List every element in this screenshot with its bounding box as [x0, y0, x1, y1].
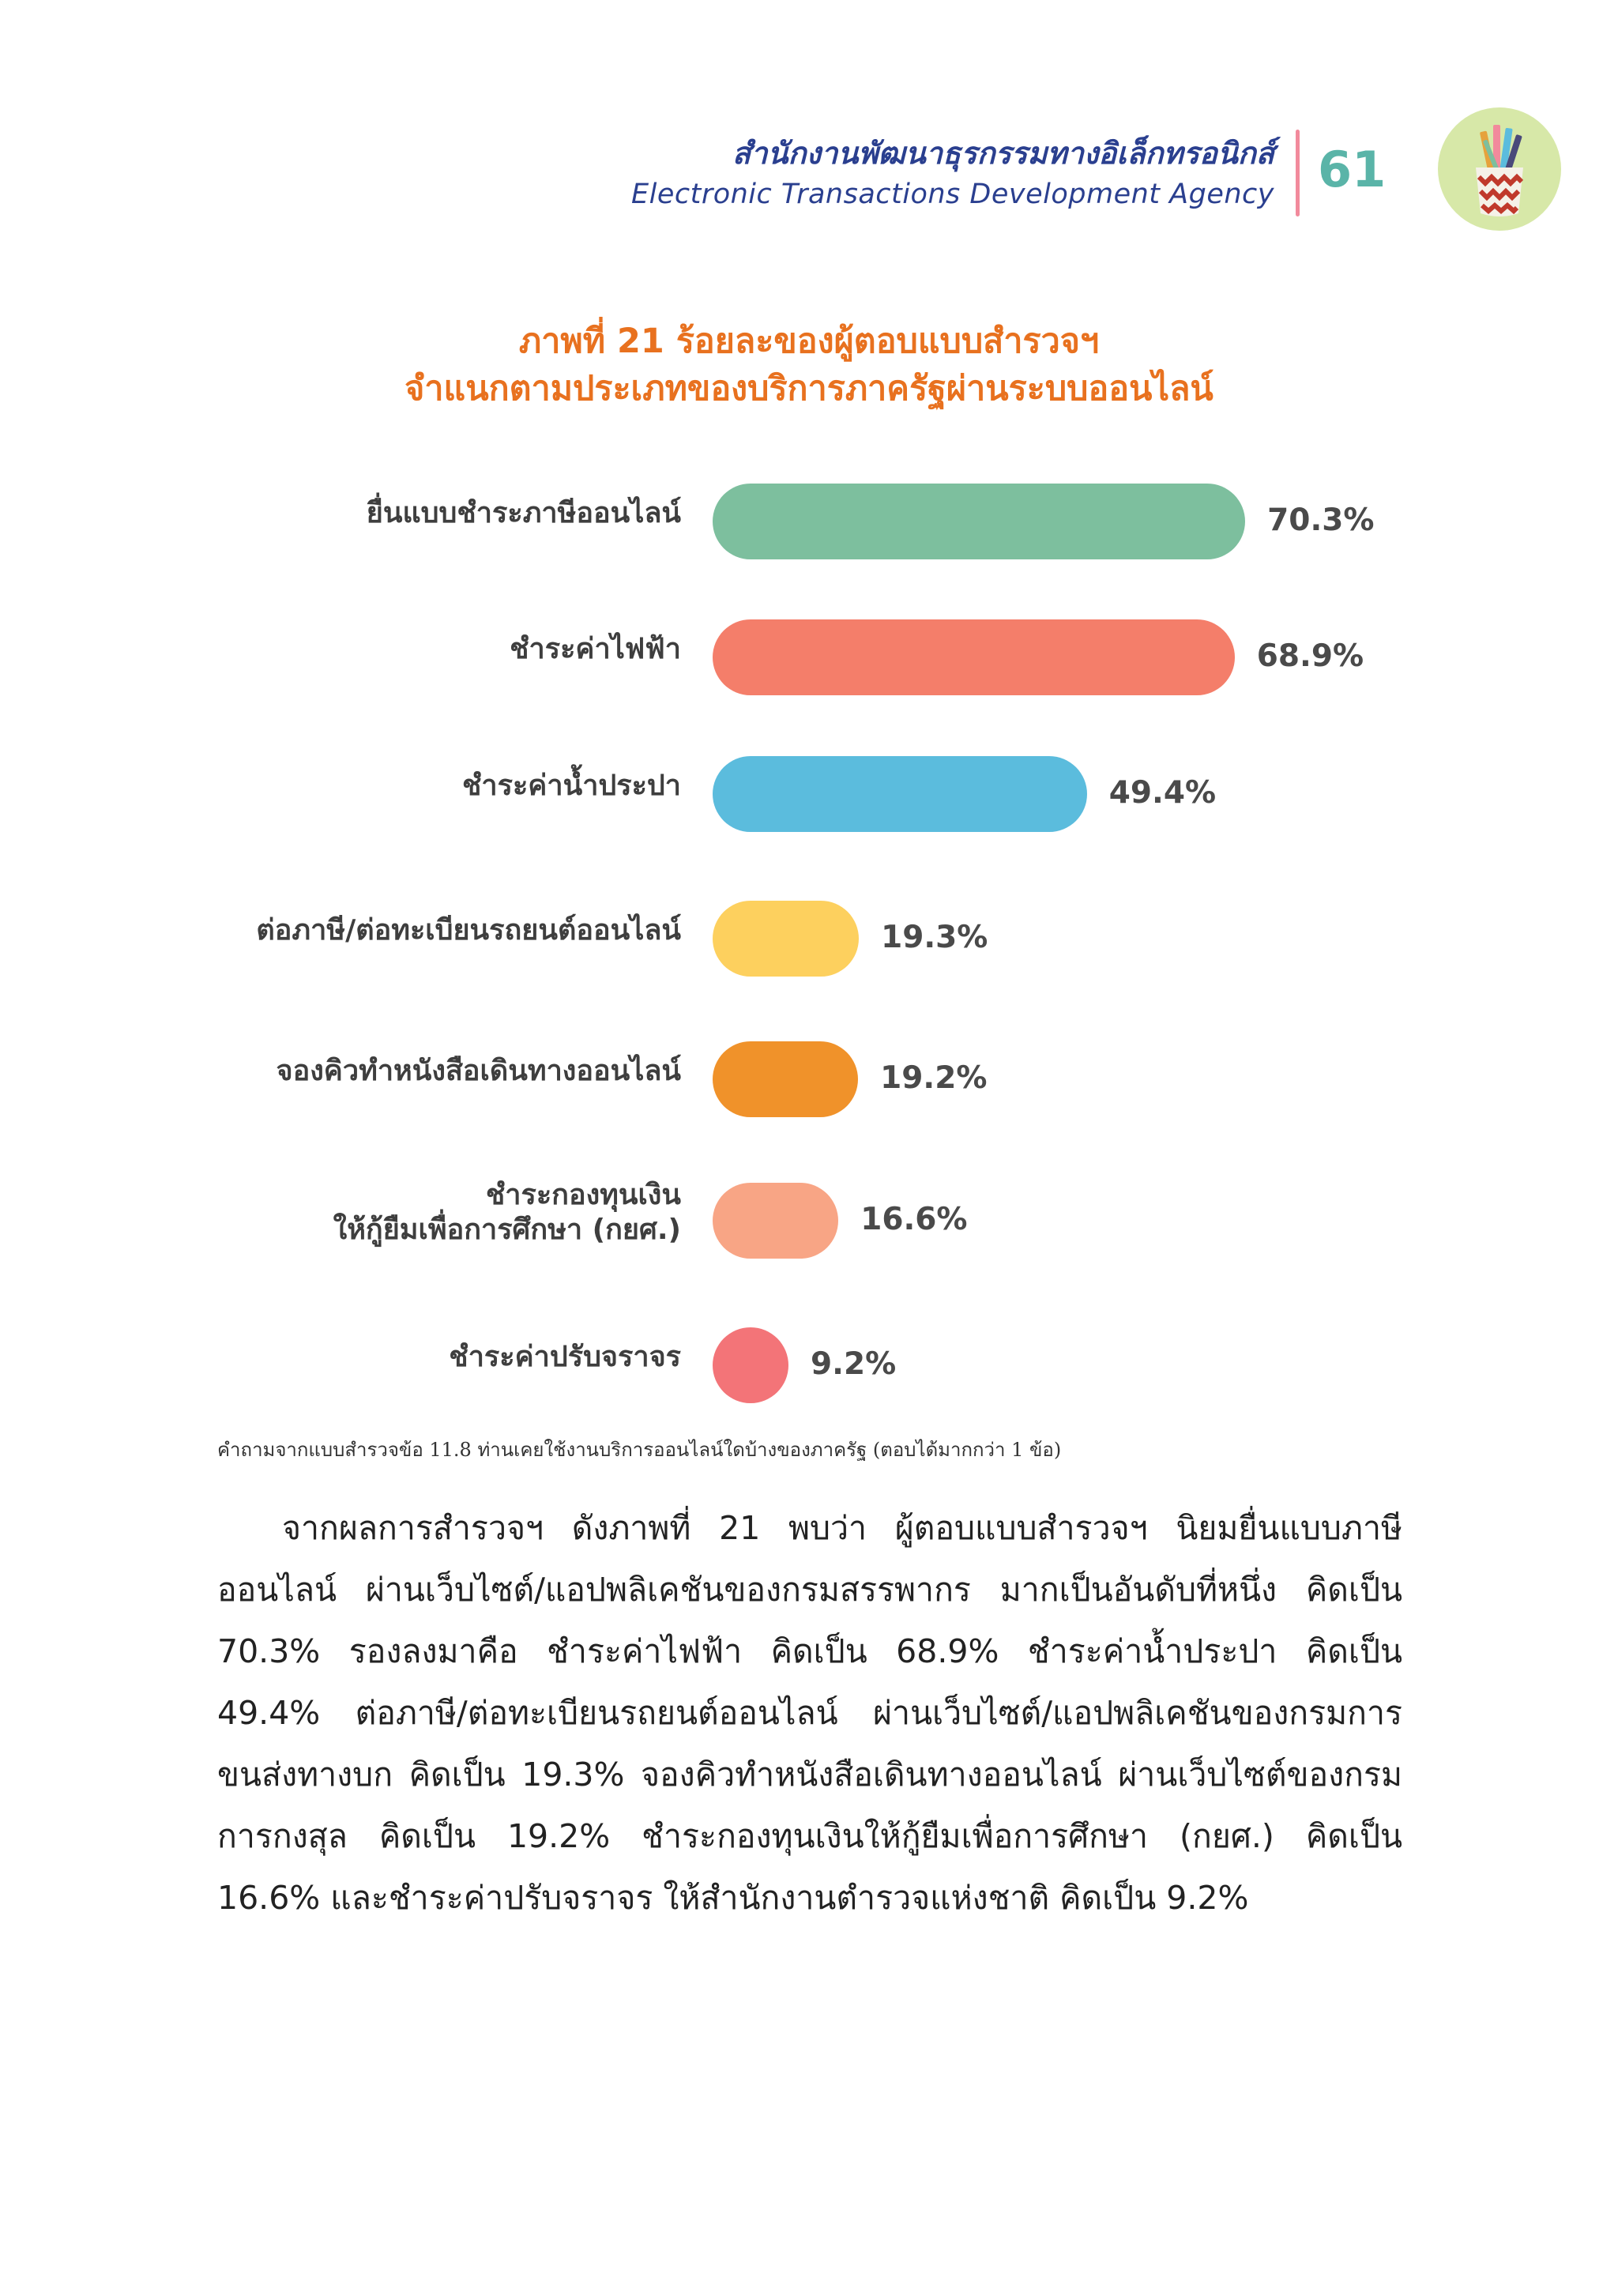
agency-name-english: Electronic Transactions Development Agency: [630, 179, 1274, 210]
body-paragraph: จากผลการสำรวจฯ ดังภาพที่ 21 พบว่า ผู้ตอบแบบสำรวจฯ นิยมยื่นแบบภาษีออนไลน์ ผ่านเว็บไซต์/แอปพลิเคชันของกรมสรรพากร มากเป็นอันดับที่หนึ่ง คิดเป็น 70.3% รองลงมาคือ ชำระค่าไฟฟ้า คิดเป็น 68.9% ชำระค่าน้ำประปา คิดเป็น 49.4% ต่อภาษี/ต่อทะเบียนรถยนต์ออนไลน์ ผ่านเว็บไซต์/แอปพลิเคชันของกรมการขนส่งทางบก คิดเป็น 19.3% จองคิวทำหนังสือเดินทางออนไลน์ ผ่านเว็บไซต์ของกรมการกงสุล คิดเป็น 19.2% ชำระกองทุนเงินให้กู้ยืมเพื่อการศึกษา (กยศ.) คิดเป็น 16.6% และชำระค่าปรับจราจร ให้สำนักงานตำรวจแห่งชาติ คิดเป็น 9.2%: [217, 1509, 1402, 1917]
value-label: 19.2%: [880, 1060, 988, 1096]
agency-name: [631, 133, 1274, 215]
category-label: จองคิวทำหนังสือเดินทางออนไลน์: [276, 1055, 681, 1087]
chart-title: [0, 318, 1618, 412]
value-label: 16.6%: [860, 1202, 968, 1237]
category-label: ต่อภาษี/ต่อทะเบียนรถยนต์ออนไลน์: [256, 914, 681, 947]
value-label: 19.3%: [881, 920, 988, 955]
bar: [713, 1183, 838, 1259]
value-label: 49.4%: [1108, 775, 1217, 811]
page-header: [0, 0, 1618, 237]
agency-name-thai: สำนักงานพัฒนาธุรกรรมทางอิเล็กทรอนิกส์: [732, 136, 1274, 171]
value-label: 70.3%: [1267, 502, 1375, 538]
bar: [713, 619, 1235, 695]
category-label: ยื่นแบบชำระภาษีออนไลน์: [366, 497, 681, 529]
bar: [713, 1327, 788, 1403]
category-label: ชำระค่าไฟฟ้า: [510, 633, 681, 665]
value-label: 9.2%: [811, 1346, 897, 1382]
chart-source-note: คำถามจากแบบสำรวจข้อ 11.8 ท่านเคยใช้งานบริการออนไลน์ใดบ้างของภาครัฐ (ตอบได้มากกว่า 1 ข้อ): [217, 1439, 1062, 1461]
bar: [713, 1041, 858, 1117]
value-label: 68.9%: [1256, 638, 1364, 674]
bar: [713, 484, 1245, 559]
category-label: ชำระค่าปรับจราจร: [449, 1341, 681, 1373]
header-divider: [1296, 130, 1300, 216]
chart-title-line2: จำแนกตามประเภทของบริการภาครัฐผ่านระบบออนไลน์: [404, 369, 1214, 408]
bar: [713, 756, 1087, 832]
chart-title-line1: ภาพที่ 21 ร้อยละของผู้ตอบแบบสำรวจฯ: [518, 322, 1100, 361]
bar: [713, 901, 859, 977]
category-label: ชำระค่าน้ำประปา: [461, 770, 681, 802]
category-label: ชำระกองทุนเงิน ให้กู้ยืมเพื่อการศึกษา (กยศ.): [333, 1179, 681, 1246]
pencil-cup-icon: [1438, 107, 1561, 231]
page-number: 61: [1318, 141, 1387, 198]
